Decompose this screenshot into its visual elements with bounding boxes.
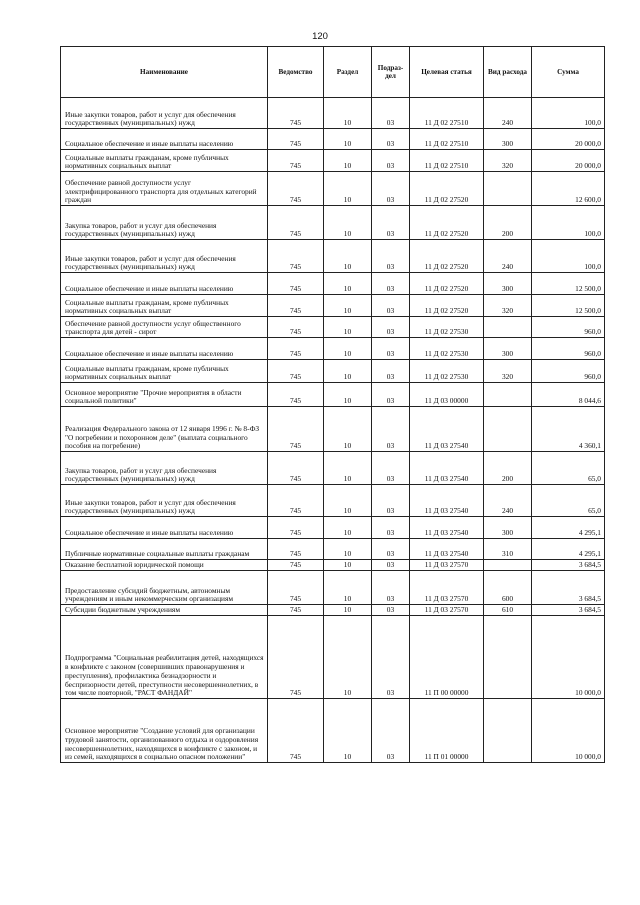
- cell-razdel: 10: [324, 172, 372, 206]
- cell-name: Социальное обеспечение и иные выплаты населению: [61, 338, 268, 360]
- cell-razdel: 10: [324, 485, 372, 517]
- cell-razdel: 10: [324, 571, 372, 605]
- table-row: [61, 560, 605, 571]
- cell-summa: 100,0: [532, 240, 605, 273]
- cell-celevaya: 11 Д 02 27510: [410, 129, 484, 150]
- cell-celevaya: 11 Д 02 27520: [410, 206, 484, 240]
- cell-podrazdel: 03: [372, 240, 410, 273]
- cell-celevaya: 11 Д 03 27570: [410, 571, 484, 605]
- cell-name: Иные закупки товаров, работ и услуг для обеспечения государственных (муниципальных) нужд: [61, 98, 268, 129]
- cell-podrazdel: 03: [372, 699, 410, 763]
- cell-summa: 20 000,0: [532, 129, 605, 150]
- header-vid: Вид расхода: [484, 47, 532, 98]
- cell-vedomstvo: 745: [268, 150, 324, 172]
- cell-summa: 960,0: [532, 338, 605, 360]
- cell-podrazdel: 03: [372, 539, 410, 560]
- table-row: [61, 206, 605, 240]
- cell-vedomstvo: 745: [268, 699, 324, 763]
- table-row: [61, 699, 605, 763]
- cell-vedomstvo: 745: [268, 360, 324, 383]
- cell-name: Обеспечение равной доступности услуг электрифицированного транспорта для отдельных категорий граждан: [61, 172, 268, 206]
- cell-vid: 320: [484, 295, 532, 317]
- cell-name: Публичные нормативные социальные выплаты гражданам: [61, 539, 268, 560]
- cell-razdel: 10: [324, 206, 372, 240]
- cell-celevaya: 11 Д 03 00000: [410, 383, 484, 407]
- cell-razdel: 10: [324, 383, 372, 407]
- cell-celevaya: 11 Д 02 27530: [410, 360, 484, 383]
- cell-name: Обеспечение равной доступности услуг общественного транспорта для детей - сирот: [61, 317, 268, 338]
- cell-vedomstvo: 745: [268, 560, 324, 571]
- cell-summa: 100,0: [532, 206, 605, 240]
- cell-summa: 4 295,1: [532, 539, 605, 560]
- cell-name: Социальное обеспечение и иные выплаты населению: [61, 273, 268, 295]
- table-row: [61, 452, 605, 485]
- table-row: [61, 240, 605, 273]
- cell-vedomstvo: 745: [268, 129, 324, 150]
- cell-podrazdel: 03: [372, 150, 410, 172]
- cell-podrazdel: 03: [372, 295, 410, 317]
- cell-celevaya: 11 Д 03 27570: [410, 605, 484, 616]
- header-summa: Сумма: [532, 47, 605, 98]
- cell-name: Социальные выплаты гражданам, кроме публичных нормативных социальных выплат: [61, 150, 268, 172]
- cell-podrazdel: 03: [372, 452, 410, 485]
- header-razdel: Раздел: [324, 47, 372, 98]
- cell-vedomstvo: 745: [268, 98, 324, 129]
- cell-summa: 10 000,0: [532, 616, 605, 699]
- header-name: Наименование: [61, 47, 268, 98]
- header-vedomstvo: Ведомство: [268, 47, 324, 98]
- cell-vid: 200: [484, 206, 532, 240]
- table-row: [61, 616, 605, 699]
- cell-celevaya: 11 Д 02 27520: [410, 172, 484, 206]
- cell-celevaya: 11 Д 02 27520: [410, 240, 484, 273]
- cell-vid: 300: [484, 129, 532, 150]
- cell-razdel: 10: [324, 517, 372, 539]
- cell-name: Социальные выплаты гражданам, кроме публичных нормативных социальных выплат: [61, 360, 268, 383]
- cell-name: Основное мероприятие "Создание условий для организации трудовой занятости, организованного отдыха и оздоровления несовершеннолетних, находящихся в конфликте с законом, и из семей, находящихся в социально опасном положении": [61, 699, 268, 763]
- cell-vedomstvo: 745: [268, 616, 324, 699]
- cell-celevaya: 11 Д 03 27540: [410, 407, 484, 452]
- cell-summa: 4 295,1: [532, 517, 605, 539]
- header-podrazdel: Подраз-дел: [372, 47, 410, 98]
- cell-vid: 300: [484, 517, 532, 539]
- cell-summa: 10 000,0: [532, 699, 605, 763]
- cell-razdel: 10: [324, 360, 372, 383]
- cell-celevaya: 11 Д 02 27530: [410, 317, 484, 338]
- cell-razdel: 10: [324, 407, 372, 452]
- cell-vedomstvo: 745: [268, 605, 324, 616]
- cell-name: Иные закупки товаров, работ и услуг для обеспечения государственных (муниципальных) нужд: [61, 240, 268, 273]
- cell-vid: 240: [484, 240, 532, 273]
- cell-name: Иные закупки товаров, работ и услуг для обеспечения государственных (муниципальных) нужд: [61, 485, 268, 517]
- table-row: [61, 360, 605, 383]
- cell-vid: 240: [484, 485, 532, 517]
- table-row: [61, 172, 605, 206]
- table-row: [61, 605, 605, 616]
- cell-razdel: 10: [324, 338, 372, 360]
- cell-summa: 12 600,0: [532, 172, 605, 206]
- cell-vid: [484, 616, 532, 699]
- cell-celevaya: 11 Д 03 27540: [410, 452, 484, 485]
- cell-razdel: 10: [324, 295, 372, 317]
- cell-celevaya: 11 П 00 00000: [410, 616, 484, 699]
- cell-summa: 100,0: [532, 98, 605, 129]
- cell-razdel: 10: [324, 560, 372, 571]
- table-row: [61, 383, 605, 407]
- table-row: [61, 98, 605, 129]
- cell-vedomstvo: 745: [268, 452, 324, 485]
- cell-podrazdel: 03: [372, 129, 410, 150]
- cell-podrazdel: 03: [372, 383, 410, 407]
- cell-vid: [484, 383, 532, 407]
- table-row: [61, 129, 605, 150]
- cell-summa: 8 044,6: [532, 383, 605, 407]
- table-row: [61, 539, 605, 560]
- cell-vid: [484, 172, 532, 206]
- cell-name: Предоставление субсидий бюджетным, автономным учреждениям и иным некоммерческим организациям: [61, 571, 268, 605]
- cell-podrazdel: 03: [372, 338, 410, 360]
- cell-name: Реализация Федерального закона от 12 января 1996 г. № 8-ФЗ "О погребении и похоронном деле" (выплата социального пособия на погребение): [61, 407, 268, 452]
- cell-summa: 3 684,5: [532, 605, 605, 616]
- cell-podrazdel: 03: [372, 206, 410, 240]
- cell-summa: 65,0: [532, 485, 605, 517]
- cell-name: Основное мероприятие "Прочие мероприятия в области социальной политики": [61, 383, 268, 407]
- cell-vid: [484, 699, 532, 763]
- cell-razdel: 10: [324, 539, 372, 560]
- cell-summa: 12 500,0: [532, 273, 605, 295]
- cell-razdel: 10: [324, 452, 372, 485]
- cell-vedomstvo: 745: [268, 407, 324, 452]
- cell-summa: 65,0: [532, 452, 605, 485]
- cell-vedomstvo: 745: [268, 571, 324, 605]
- cell-summa: 4 360,1: [532, 407, 605, 452]
- cell-vedomstvo: 745: [268, 485, 324, 517]
- cell-summa: 3 684,5: [532, 571, 605, 605]
- cell-vid: 600: [484, 571, 532, 605]
- table-row: [61, 517, 605, 539]
- cell-podrazdel: 03: [372, 616, 410, 699]
- cell-vedomstvo: 745: [268, 383, 324, 407]
- cell-vid: [484, 317, 532, 338]
- cell-name: Субсидии бюджетным учреждениям: [61, 605, 268, 616]
- cell-razdel: 10: [324, 273, 372, 295]
- cell-vid: 320: [484, 150, 532, 172]
- table-row: [61, 338, 605, 360]
- cell-celevaya: 11 Д 03 27570: [410, 560, 484, 571]
- cell-vid: 300: [484, 338, 532, 360]
- cell-celevaya: 11 Д 02 27510: [410, 150, 484, 172]
- budget-table: [60, 46, 605, 763]
- cell-vedomstvo: 745: [268, 273, 324, 295]
- cell-celevaya: 11 П 01 00000: [410, 699, 484, 763]
- cell-vedomstvo: 745: [268, 240, 324, 273]
- table-row: [61, 295, 605, 317]
- cell-celevaya: 11 Д 02 27530: [410, 338, 484, 360]
- cell-summa: 960,0: [532, 360, 605, 383]
- cell-celevaya: 11 Д 02 27520: [410, 295, 484, 317]
- cell-podrazdel: 03: [372, 571, 410, 605]
- cell-podrazdel: 03: [372, 605, 410, 616]
- cell-razdel: 10: [324, 699, 372, 763]
- cell-vedomstvo: 745: [268, 206, 324, 240]
- cell-vedomstvo: 745: [268, 172, 324, 206]
- cell-summa: 20 000,0: [532, 150, 605, 172]
- table-row: [61, 571, 605, 605]
- cell-celevaya: 11 Д 03 27540: [410, 517, 484, 539]
- cell-podrazdel: 03: [372, 560, 410, 571]
- cell-vedomstvo: 745: [268, 317, 324, 338]
- cell-podrazdel: 03: [372, 407, 410, 452]
- cell-name: Оказание бесплатной юридической помощи: [61, 560, 268, 571]
- cell-vid: [484, 560, 532, 571]
- cell-vid: 200: [484, 452, 532, 485]
- cell-summa: 3 684,5: [532, 560, 605, 571]
- header-celevaya: Целевая статья: [410, 47, 484, 98]
- cell-vedomstvo: 745: [268, 295, 324, 317]
- page-number: 120: [312, 31, 328, 42]
- table-row: [61, 150, 605, 172]
- cell-podrazdel: 03: [372, 485, 410, 517]
- cell-celevaya: 11 Д 03 27540: [410, 539, 484, 560]
- cell-razdel: 10: [324, 317, 372, 338]
- cell-podrazdel: 03: [372, 273, 410, 295]
- cell-name: Закупка товаров, работ и услуг для обеспечения государственных (муниципальных) нужд: [61, 452, 268, 485]
- table-header-row: [61, 47, 605, 98]
- cell-vedomstvo: 745: [268, 517, 324, 539]
- table-row: [61, 317, 605, 338]
- cell-name: Социальное обеспечение и иные выплаты населению: [61, 517, 268, 539]
- cell-name: Социальные выплаты гражданам, кроме публичных нормативных социальных выплат: [61, 295, 268, 317]
- table-row: [61, 273, 605, 295]
- cell-podrazdel: 03: [372, 172, 410, 206]
- table-body: [61, 98, 605, 763]
- cell-celevaya: 11 Д 03 27540: [410, 485, 484, 517]
- cell-summa: 960,0: [532, 317, 605, 338]
- cell-razdel: 10: [324, 616, 372, 699]
- cell-vedomstvo: 745: [268, 539, 324, 560]
- table-row: [61, 485, 605, 517]
- cell-podrazdel: 03: [372, 317, 410, 338]
- cell-summa: 12 500,0: [532, 295, 605, 317]
- cell-podrazdel: 03: [372, 98, 410, 129]
- cell-podrazdel: 03: [372, 517, 410, 539]
- table-row: [61, 407, 605, 452]
- cell-vid: 240: [484, 98, 532, 129]
- cell-razdel: 10: [324, 150, 372, 172]
- cell-razdel: 10: [324, 129, 372, 150]
- cell-vid: 300: [484, 273, 532, 295]
- cell-celevaya: 11 Д 02 27520: [410, 273, 484, 295]
- cell-celevaya: 11 Д 02 27510: [410, 98, 484, 129]
- cell-name: Социальное обеспечение и иные выплаты населению: [61, 129, 268, 150]
- cell-name: Подпрограмма "Социальная реабилитация детей, находящихся в конфликте с законом (совершивших правонарушения и преступления), профилактика безнадзорности и беспризорности детей, преступности несовершеннолетних, в том числе повторной, "РАСТ ФАНДАЙ": [61, 616, 268, 699]
- cell-vid: 610: [484, 605, 532, 616]
- cell-podrazdel: 03: [372, 360, 410, 383]
- cell-razdel: 10: [324, 240, 372, 273]
- cell-name: Закупка товаров, работ и услуг для обеспечения государственных (муниципальных) нужд: [61, 206, 268, 240]
- cell-vedomstvo: 745: [268, 338, 324, 360]
- cell-razdel: 10: [324, 98, 372, 129]
- cell-razdel: 10: [324, 605, 372, 616]
- cell-vid: 320: [484, 360, 532, 383]
- cell-vid: 310: [484, 539, 532, 560]
- cell-vid: [484, 407, 532, 452]
